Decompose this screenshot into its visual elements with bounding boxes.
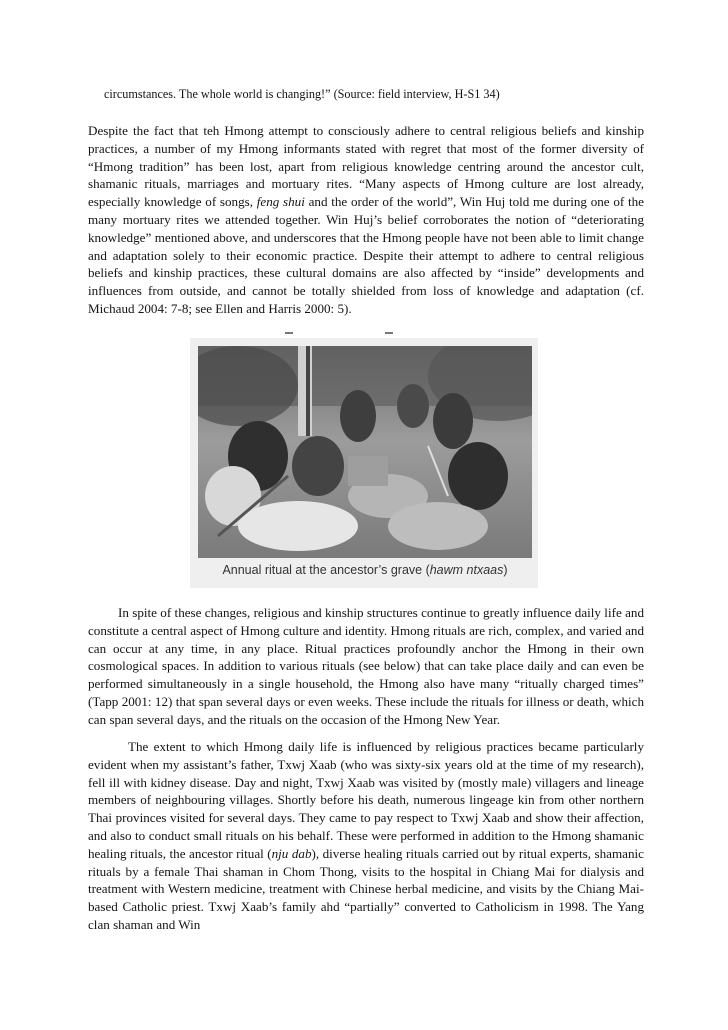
- figure: [190, 338, 538, 588]
- caption-term: hawm ntxaas: [429, 563, 504, 577]
- paragraph-3-text-a: The extent to which Hmong daily life is influenced by religious practices became particularly evident when my assistant’s father, Txwj Xaab (who was sixty-six years old at the time of my research), fell ill with kidney disease. Day and night, Txwj Xaab was visited by (mostly male) villagers and lineage members of neighbouring villages. Shortly before his death, numerous lingeage kin from other northern Thai provinces visited for several days. They came to pay respect to Txwj Xaab and show their affection, and also to conduct small rituals on his behalf. These were performed in addition to the Hmong shamanic healing rituals, the ancestor ritual (: [88, 739, 644, 861]
- term-feng-shui: feng shui: [256, 194, 305, 210]
- quote-continuation: circumstances. The whole world is changing!” (Source: field interview, H-S1 34): [104, 87, 500, 101]
- paragraph-2: In spite of these changes, religious and kinship structures continue to greatly influence daily life and constitute a central aspect of Hmong culture and identity. Hmong rituals are rich, complex, and varied and can occur at any time, in any place. Ritual practices profoundly anchor the Hmong in their own cosmological spaces. In addition to various rituals (see below) that can take place daily and can even be performed simultaneously in a single household, the Hmong also have many “ritually charged times” (Tapp 2001: 12) that span several days or even weeks. These include the rituals for illness or death, which can span several days, and the rituals on the occasion of the Hmong New Year.: [88, 605, 644, 727]
- paragraph-1: [88, 122, 644, 318]
- paragraph-1-text-a: Despite the fact that teh Hmong attempt to consciously adhere to central religious beliefs and kinship practices, a number of my Hmong informants stated with regret that most of the former diversity of “Hmong tradition” has been lost, apart from religious knowledge centring around the ancestor cult, shamanic rituals, marriages and mortuary rites. “Many aspects of Hmong culture are lost already, especially knowledge of songs,: [88, 123, 644, 210]
- paragraph-1-text-b: and the order of the world”, Win Huj told me during one of the many mortuary rites we attended together. Win Huj’s belief corroborates the notion of “deteriorating knowledge” mentioned above, and underscores that the Hmong people have not been able to limit change and adaptation solely to their economic practice. Despite their attempt to adhere to central religious beliefs and kinship practices, these cultural domains are also affected by “inside” developments and influences from outside, and cannot be totally shielded from loss of knowledge and adaptation (cf. Michaud 2004: 7-8; see Ellen and Harris 2000: 5).: [88, 194, 644, 316]
- term-nju-dab: nju dab: [271, 845, 312, 861]
- figure-caption: [200, 562, 530, 578]
- caption-text: Annual ritual at the ancestor’s grave (: [222, 563, 430, 577]
- caption-close: ): [503, 563, 508, 577]
- ritual-photo: [198, 346, 532, 558]
- paragraph-3-text-b: ), diverse healing rituals carried out by ritual experts, shamanic rituals by a female Thai shaman in Chom Thong, visits to the hospital in Chiang Mai for dialysis and treatment with Western medicine, treatment with Chinese herbal medicine, and visits by the Chiang Mai-based Catholic priest. Txwj Xaab’s family ahd “partially” converted to Catholicism in 1998. The Yang clan shaman and Win: [88, 845, 644, 932]
- paragraph-3: [88, 738, 644, 934]
